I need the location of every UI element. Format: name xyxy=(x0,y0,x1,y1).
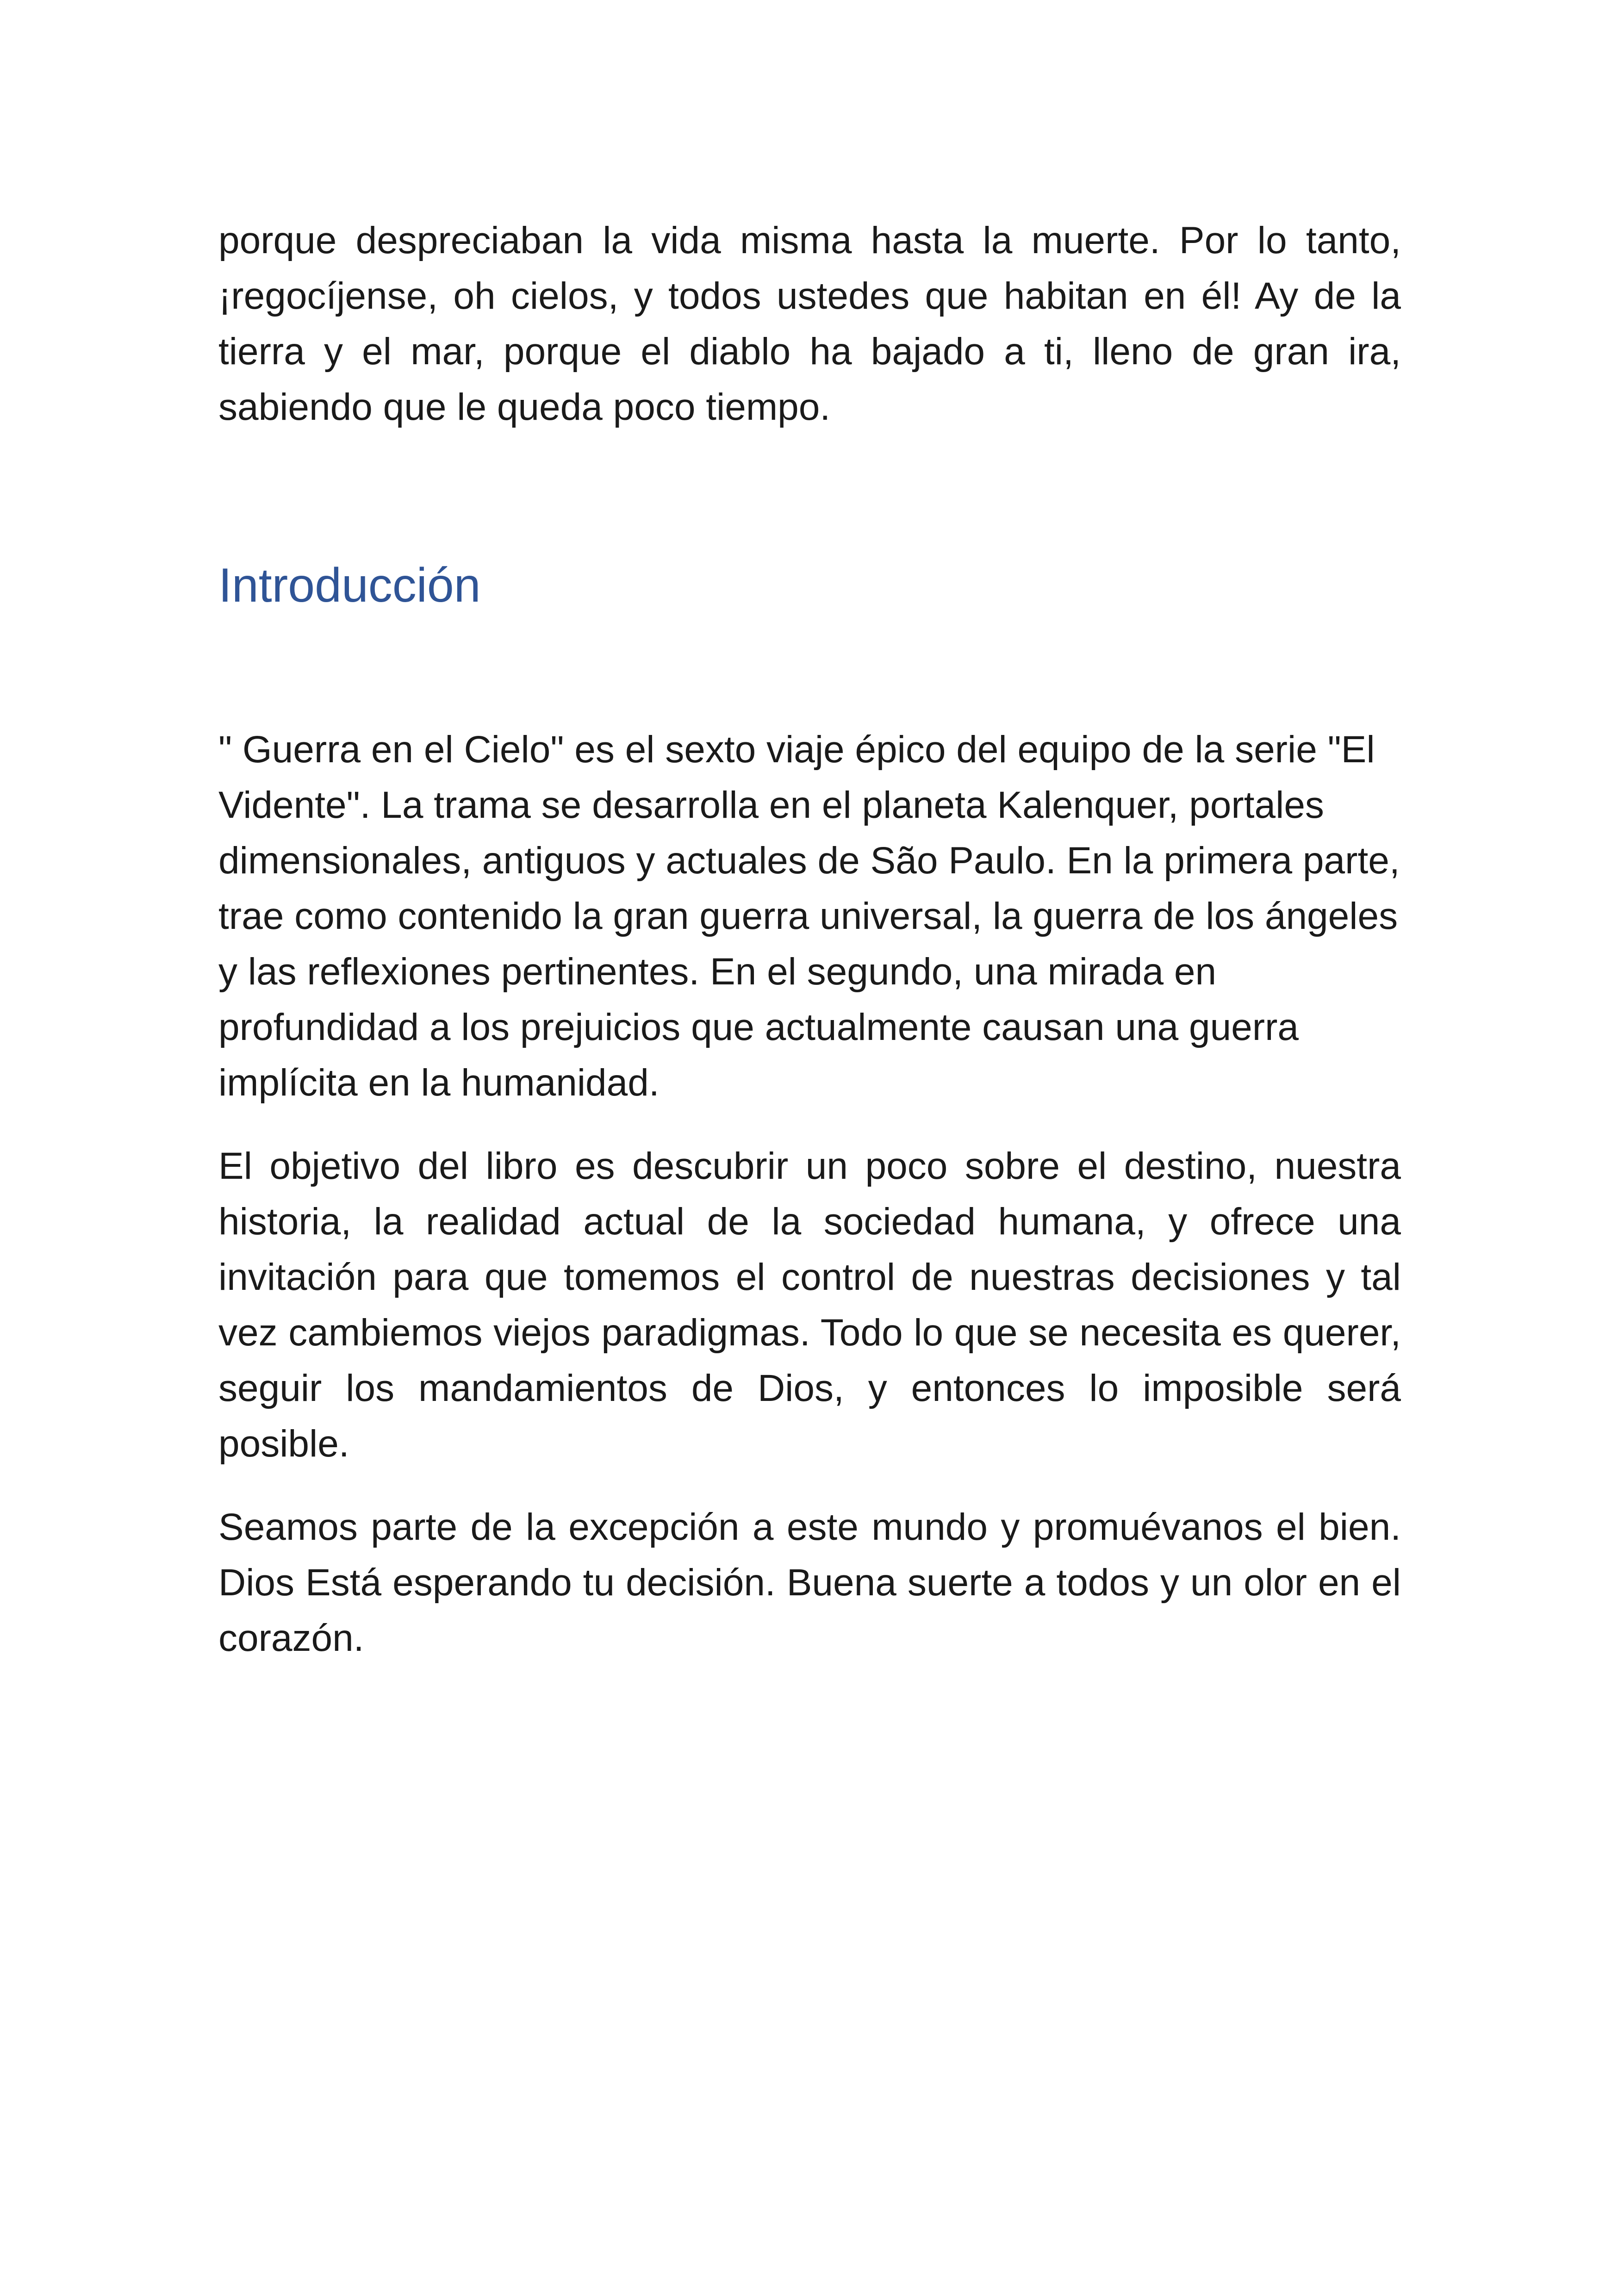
intro-paragraph-2: El objetivo del libro es descubrir un poco sobre el destino, nuestra historia, la realidad actual de la sociedad humana, y ofrece una invitación para que tomemos el control de nuestras decisiones y tal vez cambiemos viejos paradigmas. Todo lo que se necesita es querer, seguir los mandamientos de Dios, y entonces lo imposible será posible. xyxy=(218,1145,1401,1465)
intro-paragraph-3: Seamos parte de la excepción a este mundo y promuévanos el bien. Dios Está esperando tu decisión. Buena suerte a todos y un olor en el corazón. xyxy=(218,1506,1401,1659)
page-content xyxy=(218,213,1401,1666)
epigraph-continuation-paragraph: porque despreciaban la vida misma hasta la muerte. Por lo tanto, ¡regocíjense, oh cielos, y todos ustedes que habitan en él! Ay de la tierra y el mar, porque el diablo ha bajado a ti, lleno de gran ira, sabiendo que le queda poco tiempo. xyxy=(218,219,1401,428)
intro-paragraph-1: " Guerra en el Cielo" es el sexto viaje épico del equipo de la serie "El Vidente". La trama se desarrolla en el planeta Kalenquer, portales dimensionales, antiguos y actuales de São Paulo. En la primera parte, trae como contenido la gran guerra universal, la guerra de los ángeles y las reflexiones pertinentes. En el segundo, una mirada en profundidad a los prejuicios que actualmente causan una guerra implícita en la humanidad. xyxy=(218,728,1400,1104)
section-heading-introduccion: Introducción xyxy=(218,559,481,612)
